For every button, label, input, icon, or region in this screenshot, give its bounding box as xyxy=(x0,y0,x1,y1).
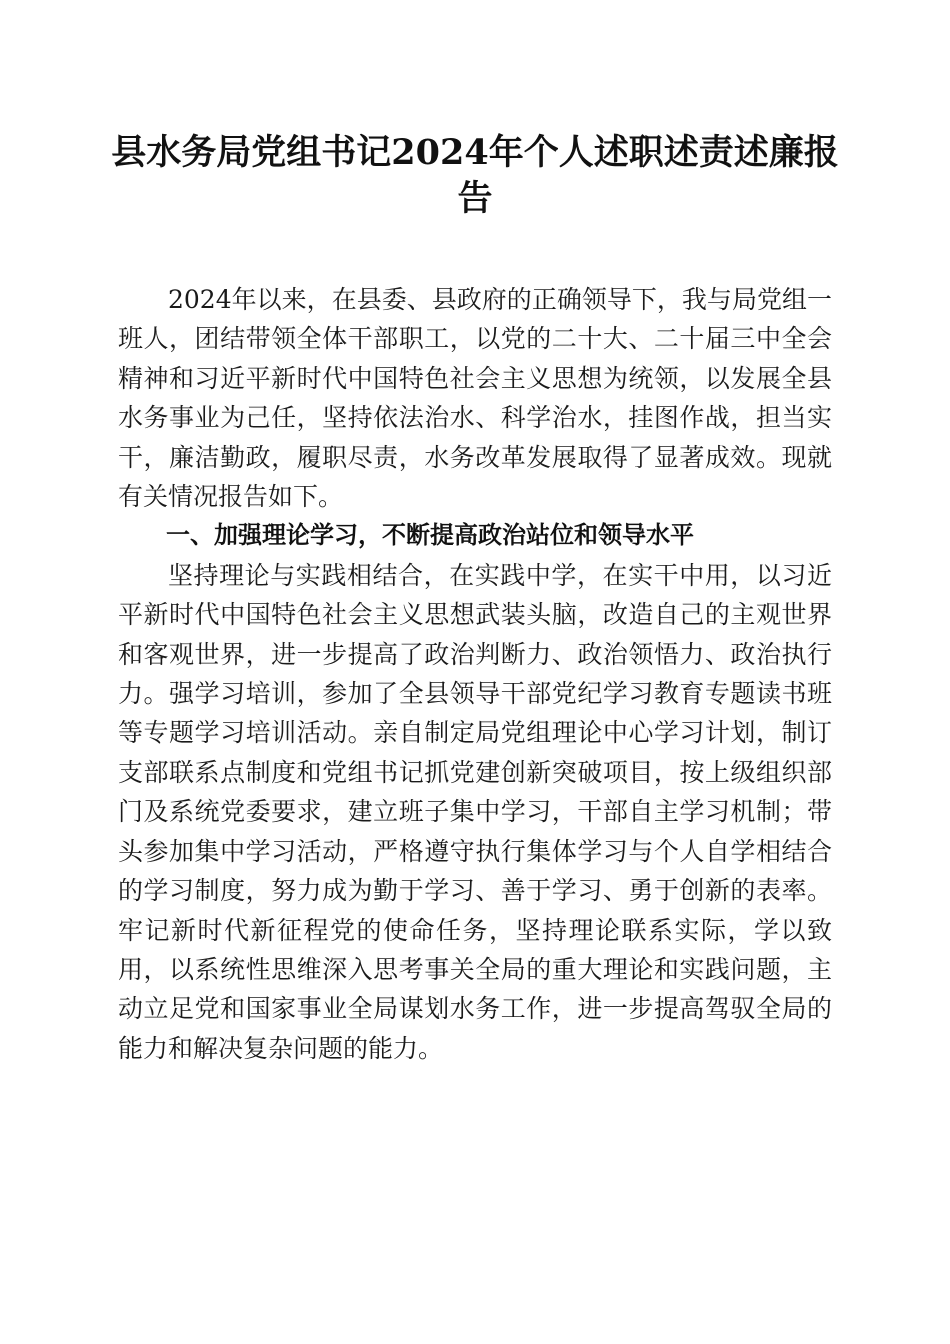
section-heading: 一、加强理论学习，不断提高政治站位和领导水平 xyxy=(166,521,694,550)
document-body xyxy=(118,280,832,1068)
intro-paragraph: 2024年以来，在县委、县政府的正确领导下，我与局党组一班人，团结带领全体干部职工，以党的二十大、二十届三中全会精神和习近平新时代中国特色社会主义思想为统领，以发展全县水务事业为己任，坚持依法治水、科学治水，挂图作战，担当实干，廉洁勤政，履职尽责，水务改革发展取得了显著成效。现就有关情况报告如下。 xyxy=(118,285,832,512)
section-paragraph: 坚持理论与实践相结合，在实践中学，在实干中用，以习近平新时代中国特色社会主义思想武装头脑，改造自己的主观世界和客观世界，进一步提高了政治判断力、政治领悟力、政治执行力。强学习培训，参加了全县领导干部党纪学习教育专题读书班等专题学习培训活动。亲自制定局党组理论中心学习计划，制订支部联系点制度和党组书记抓党建创新突破项目，按上级组织部门及系统党委要求，建立班子集中学习，干部自主学习机制；带头参加集中学习活动，严格遵守执行集体学习与个人自学相结合的学习制度，努力成为勤于学习、善于学习、勇于创新的表率。牢记新时代新征程党的使命任务，坚持理论联系实际，学以致用，以系统性思维深入思考事关全局的重大理论和实践问题，主动立足党和国家事业全局谋划水务工作，进一步提高驾驭全局的能力和解决复杂问题的能力。 xyxy=(118,560,832,1063)
document-title: 县水务局党组书记2024年个人述职述责述廉报告 xyxy=(111,132,839,219)
